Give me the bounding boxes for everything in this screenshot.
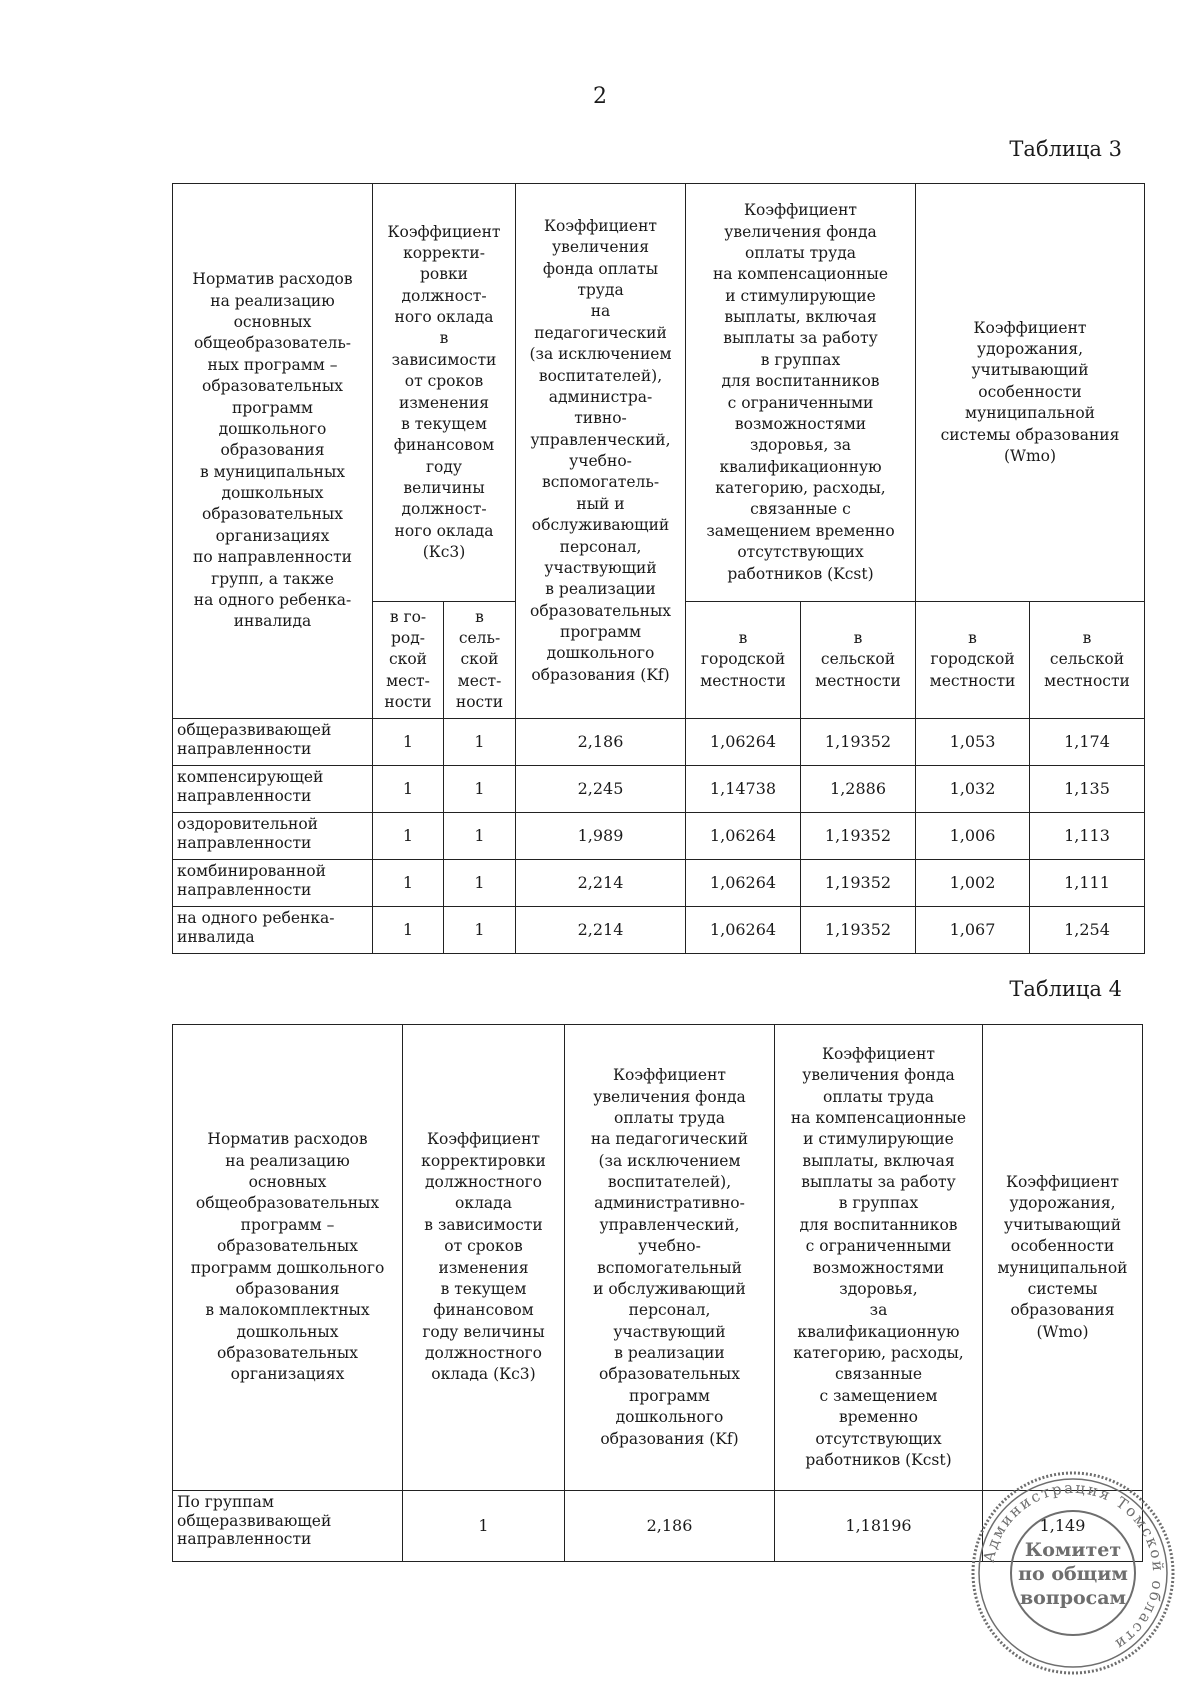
table-row — [173, 719, 1145, 766]
stamp-ring-text: Администрация Томской области — [979, 1478, 1168, 1655]
cell-kcst-city: 1,06264 — [686, 719, 801, 766]
table-row — [173, 813, 1145, 860]
table-3-header-wmo: Коэффициент удорожания, учитывающий особенности муниципальной системы образования (Wmo) — [916, 184, 1145, 602]
cell-kc3-city: 1 — [373, 860, 444, 907]
cell-wmo-city: 1,002 — [916, 860, 1030, 907]
table-3 — [172, 183, 1145, 954]
table-row — [173, 860, 1145, 907]
row-label: на одного ребенка- инвалида — [173, 907, 373, 954]
cell-kcst-city: 1,06264 — [686, 860, 801, 907]
table-3-header-kcst: Коэффициент увеличения фонда оплаты труда на компенсационные и стимулирующие выплаты, включая выплаты за работу в группах для воспитанников с ограниченными возможностями здоровья, за квалификационную категорию, расходы, связанные с замещением временно отсутствующих работников (Kcst) — [686, 184, 916, 602]
table-4-header-norm: Норматив расходов на реализацию основных общеобразовательных программ – образовательных программ дошкольного образования в малокомплектных дошкольных образовательных организациях — [173, 1025, 403, 1491]
table-3-header-kf: Коэффициент увеличения фонда оплаты труда на педагогический (за исключением воспитателей), администра- тивно- управленческий, учебно- вспомогатель- ный и обслуживающий персонал, участвующий в реализации образовательных программ дошкольного образования (Kf) — [516, 184, 686, 719]
cell-kcst-rural: 1,19352 — [801, 907, 916, 954]
table-3-header-kc3-city: в го- род- ской мест- ности — [373, 602, 444, 719]
table-row — [173, 907, 1145, 954]
cell-kc3-city: 1 — [373, 813, 444, 860]
table-4-header-kc3: Коэффициент корректировки должностного оклада в зависимости от сроков изменения в текущем финансовом году величины должностного оклада (Кс3) — [403, 1025, 565, 1491]
cell-kf: 2,186 — [516, 719, 686, 766]
cell-kc3-rural: 1 — [444, 719, 516, 766]
table-3-header-kcst-rural: в сельской местности — [801, 602, 916, 719]
cell-wmo-city: 1,032 — [916, 766, 1030, 813]
stamp-line-2: по общим — [1018, 1563, 1128, 1585]
table-3-header-kc3-rural: в сель- ской мест- ности — [444, 602, 516, 719]
cell-kc3-city: 1 — [373, 766, 444, 813]
cell-kf: 2,186 — [565, 1491, 775, 1562]
table-4-caption: Таблица 4 — [1009, 977, 1122, 1001]
cell-kc3-city: 1 — [373, 907, 444, 954]
stamp-line-3: вопросам — [1019, 1587, 1127, 1609]
table-4-header-wmo: Коэффициент удорожания, учитывающий особенности муниципальной системы образования (Wmo) — [983, 1025, 1143, 1491]
cell-wmo-rural: 1,174 — [1030, 719, 1145, 766]
cell-kf: 1,989 — [516, 813, 686, 860]
cell-kcst-rural: 1,19352 — [801, 813, 916, 860]
cell-kcst-city: 1,06264 — [686, 813, 801, 860]
table-3-header-wmo-rural: в сельской местности — [1030, 602, 1145, 719]
cell-kcst-city: 1,14738 — [686, 766, 801, 813]
cell-kc3-rural: 1 — [444, 766, 516, 813]
cell-kf: 2,245 — [516, 766, 686, 813]
cell-kc3: 1 — [403, 1491, 565, 1562]
cell-wmo-city: 1,053 — [916, 719, 1030, 766]
table-3-header-kcst-city: в городской местности — [686, 602, 801, 719]
table-4-header-kcst: Коэффициент увеличения фонда оплаты труда на компенсационные и стимулирующие выплаты, включая выплаты за работу в группах для воспитанников с ограниченными возможностями здоровья, за квалификационную категорию, расходы, связанные с замещением временно отсутствующих работников (Kcst) — [775, 1025, 983, 1491]
cell-kcst-rural: 1,19352 — [801, 860, 916, 907]
cell-kc3-city: 1 — [373, 719, 444, 766]
row-label: оздоровительной направленности — [173, 813, 373, 860]
table-4-header-kf: Коэффициент увеличения фонда оплаты труда на педагогический (за исключением воспитателей), административно- управленческий, учебно- вспомогательный и обслуживающий персонал, участвующий в реализации образовательных программ дошкольного образования (Kf) — [565, 1025, 775, 1491]
table-3-header-kc3: Коэффициент корректи- ровки должност- ного оклада в зависимости от сроков изменения в текущем финансовом году величины должност- ного оклада (Кс3) — [373, 184, 516, 602]
cell-kcst-city: 1,06264 — [686, 907, 801, 954]
cell-kc3-rural: 1 — [444, 907, 516, 954]
cell-wmo-city: 1,006 — [916, 813, 1030, 860]
stamp-line-1: Комитет — [1024, 1539, 1122, 1561]
cell-wmo-rural: 1,111 — [1030, 860, 1145, 907]
row-label: комбинированной направленности — [173, 860, 373, 907]
page-number: 2 — [593, 84, 607, 109]
cell-kcst: 1,18196 — [775, 1491, 983, 1562]
cell-wmo-city: 1,067 — [916, 907, 1030, 954]
table-3-header-norm: Норматив расходов на реализацию основных общеобразователь- ных программ – образовательных программ дошкольного образования в муниципальных дошкольных образовательных организациях по направленности групп, а также на одного ребенка- инвалида — [173, 184, 373, 719]
cell-wmo-rural: 1,254 — [1030, 907, 1145, 954]
row-label: компенсирующей направленности — [173, 766, 373, 813]
cell-wmo-rural: 1,135 — [1030, 766, 1145, 813]
official-stamp — [968, 1468, 1178, 1678]
row-label: общеразвивающей направленности — [173, 719, 373, 766]
table-3-caption: Таблица 3 — [1009, 137, 1122, 161]
table-3-header-wmo-city: в городской местности — [916, 602, 1030, 719]
cell-wmo-rural: 1,113 — [1030, 813, 1145, 860]
cell-kf: 2,214 — [516, 907, 686, 954]
cell-kc3-rural: 1 — [444, 860, 516, 907]
row-label: По группам общеразвивающей направленности — [173, 1491, 403, 1562]
cell-kc3-rural: 1 — [444, 813, 516, 860]
cell-kf: 2,214 — [516, 860, 686, 907]
cell-wmo: 1,149 — [983, 1491, 1143, 1562]
cell-kcst-rural: 1,2886 — [801, 766, 916, 813]
table-row — [173, 766, 1145, 813]
cell-kcst-rural: 1,19352 — [801, 719, 916, 766]
